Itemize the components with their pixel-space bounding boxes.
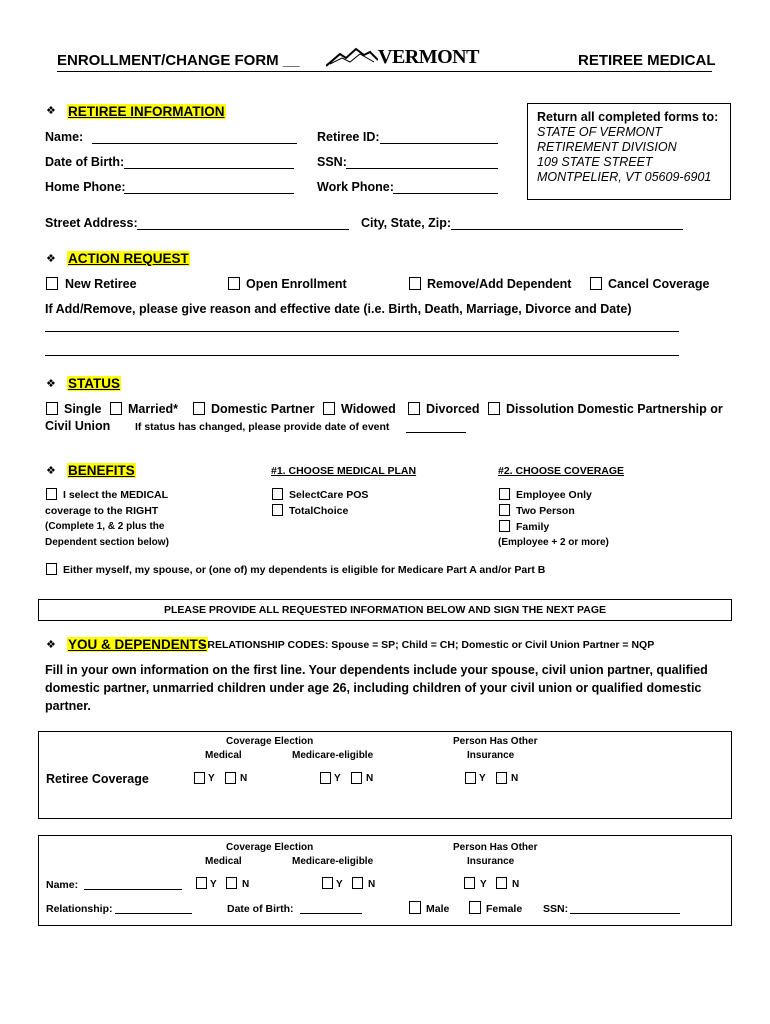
banner-text: PLEASE PROVIDE ALL REQUESTED INFORMATION BELOW AND SIGN THE NEXT PAGE	[164, 604, 606, 616]
ssn-label: SSN:	[317, 155, 347, 169]
employee-only-checkbox[interactable]	[499, 488, 510, 500]
section-heading-action-request	[67, 250, 190, 268]
other-insurance-yes-checkbox[interactable]	[465, 772, 476, 784]
employee-only-label: Employee Only	[516, 489, 592, 501]
dep-other-insurance-yes-label: Y	[480, 879, 487, 890]
coverage-election-header: Coverage Election	[226, 842, 314, 853]
other-insurance-header-1: Person Has Other	[453, 736, 538, 747]
other-insurance-header-2: Insurance	[467, 750, 515, 761]
right-title: RETIREE MEDICAL	[578, 52, 716, 69]
other-insurance-no-label: N	[511, 773, 519, 784]
return-line-3: 109 STATE STREET	[537, 155, 653, 169]
totalchoice-label: TotalChoice	[289, 505, 349, 517]
civil-union-label: Civil Union	[45, 419, 111, 433]
retiree-id-label: Retiree ID:	[317, 130, 380, 144]
medicare-no-label: N	[366, 773, 374, 784]
married-label: Married*	[128, 402, 179, 416]
status-heading-text: STATUS	[68, 376, 120, 391]
coverage-election-header: Coverage Election	[226, 736, 314, 747]
select-medical-line-3: (Complete 1, & 2 plus the	[45, 521, 165, 532]
new-retiree-label: New Retiree	[65, 277, 137, 291]
city-state-zip-field[interactable]	[451, 229, 683, 230]
medicare-no-checkbox[interactable]	[351, 772, 362, 784]
form-title: ENROLLMENT/CHANGE FORM __	[57, 52, 300, 69]
other-insurance-no-checkbox[interactable]	[496, 772, 507, 784]
family-checkbox[interactable]	[499, 520, 510, 532]
dep-other-insurance-yes-checkbox[interactable]	[464, 877, 475, 889]
street-address-field[interactable]	[137, 229, 349, 230]
dep-medicare-no-label: N	[368, 879, 376, 890]
sign-next-page-banner	[38, 599, 732, 621]
dob-label: Date of Birth:	[45, 155, 125, 169]
medicare-eligible-label: Either myself, my spouse, or (one of) my dependents is eligible for Medicare Part A and/or Part B	[63, 564, 546, 576]
medicare-yes-label: Y	[334, 773, 341, 784]
other-insurance-header-2: Insurance	[467, 856, 515, 867]
diamond-bullet-icon: ❖	[46, 465, 56, 477]
return-line-4: MONTPELIER, VT 05609-6901	[537, 170, 712, 184]
two-person-label: Two Person	[516, 505, 575, 517]
female-label: Female	[486, 903, 523, 915]
male-label: Male	[426, 903, 450, 915]
new-retiree-checkbox[interactable]	[46, 277, 58, 290]
dep-medical-yes-label: Y	[210, 879, 217, 890]
section-heading-retiree-info	[67, 103, 226, 121]
medical-yes-label: Y	[208, 773, 215, 784]
select-medical-line-4: Dependent section below)	[45, 537, 169, 548]
reason-instructions: If Add/Remove, please give reason and effective date (i.e. Birth, Death, Marriage, Divorce and Date)	[45, 302, 632, 316]
cancel-coverage-label: Cancel Coverage	[608, 277, 710, 291]
remove-add-dependent-checkbox[interactable]	[409, 277, 421, 290]
retiree-coverage-table	[38, 731, 732, 819]
street-address-label: Street Address:	[45, 216, 138, 230]
domestic-partner-label: Domestic Partner	[211, 402, 315, 416]
medicare-header: Medicare-eligible	[292, 856, 374, 867]
dep-medical-no-checkbox[interactable]	[226, 877, 237, 889]
single-checkbox[interactable]	[46, 402, 58, 415]
dep-other-insurance-no-label: N	[512, 879, 520, 890]
dep-medicare-no-checkbox[interactable]	[352, 877, 363, 889]
vermont-logo-text: VERMONT	[378, 46, 479, 68]
dependent-name-field[interactable]	[84, 889, 182, 890]
dependent-dob-field[interactable]	[300, 913, 362, 914]
section-heading-benefits	[67, 462, 136, 480]
return-address-box	[527, 103, 731, 200]
reason-line-1[interactable]	[45, 331, 679, 332]
open-enrollment-checkbox[interactable]	[228, 277, 240, 290]
male-checkbox[interactable]	[409, 901, 421, 914]
home-phone-field[interactable]	[124, 193, 294, 194]
retiree-info-heading-text: RETIREE INFORMATION	[68, 104, 225, 119]
female-checkbox[interactable]	[469, 901, 481, 914]
medical-header: Medical	[205, 856, 242, 867]
medical-yes-checkbox[interactable]	[194, 772, 205, 784]
section-heading-dependents	[67, 636, 208, 654]
widowed-checkbox[interactable]	[323, 402, 335, 415]
instructions-line-2: domestic partner, unmarried children under age 26, including children of your civil union or qualified domestic	[45, 681, 702, 695]
ssn-field[interactable]	[346, 168, 498, 169]
select-medical-line-2: coverage to the RIGHT	[45, 505, 159, 517]
open-enrollment-label: Open Enrollment	[246, 277, 347, 291]
family-label: Family	[516, 521, 550, 533]
dependent-ssn-field[interactable]	[570, 913, 680, 914]
retiree-coverage-label: Retiree Coverage	[46, 772, 149, 786]
medicare-yes-checkbox[interactable]	[320, 772, 331, 784]
choose-coverage-title: #2. CHOOSE COVERAGE	[498, 465, 625, 477]
domestic-partner-checkbox[interactable]	[193, 402, 205, 415]
return-line-1: STATE OF VERMONT	[537, 125, 663, 139]
dep-medical-no-label: N	[242, 879, 250, 890]
remove-add-dependent-label: Remove/Add Dependent	[427, 277, 572, 291]
divorced-label: Divorced	[426, 402, 480, 416]
divorced-checkbox[interactable]	[408, 402, 420, 415]
section-heading-status	[67, 375, 121, 393]
medical-header: Medical	[205, 750, 242, 761]
selectcare-pos-label: SelectCare POS	[289, 489, 369, 501]
widowed-label: Widowed	[341, 402, 396, 416]
diamond-bullet-icon: ❖	[46, 378, 56, 390]
diamond-bullet-icon: ❖	[46, 253, 56, 265]
home-phone-label: Home Phone:	[45, 180, 126, 194]
instructions-line-3: partner.	[45, 699, 91, 713]
header-underline	[57, 71, 712, 72]
city-state-zip-label: City, State, Zip:	[361, 216, 452, 230]
other-insurance-yes-label: Y	[479, 773, 486, 784]
vermont-logo-mountain-icon	[326, 46, 378, 68]
work-phone-label: Work Phone:	[317, 180, 394, 194]
form-title-text: ENROLLMENT/CHANGE FORM	[57, 52, 279, 69]
instructions-line-1: Fill in your own information on the first line. Your dependents include your spouse, civil union partner, qualified	[45, 663, 708, 677]
dep-medical-yes-checkbox[interactable]	[196, 877, 207, 889]
status-change-note: If status has changed, please provide date of event	[135, 421, 390, 433]
name-field[interactable]	[92, 143, 297, 144]
dependent-ssn-label: SSN:	[543, 903, 569, 915]
medical-no-label: N	[240, 773, 248, 784]
reason-line-2[interactable]	[45, 355, 679, 356]
return-box-heading: Return all completed forms to:	[537, 110, 719, 124]
two-person-checkbox[interactable]	[499, 504, 510, 516]
medical-no-checkbox[interactable]	[225, 772, 236, 784]
selectcare-pos-checkbox[interactable]	[272, 488, 283, 500]
medicare-eligible-checkbox[interactable]	[46, 563, 57, 575]
diamond-bullet-icon: ❖	[46, 639, 56, 651]
retiree-id-field[interactable]	[380, 143, 498, 144]
select-medical-line-1: I select the MEDICAL	[63, 489, 169, 501]
other-insurance-header-1: Person Has Other	[453, 842, 538, 853]
medicare-header: Medicare-eligible	[292, 750, 374, 761]
relationship-field[interactable]	[115, 913, 192, 914]
single-label: Single	[64, 402, 102, 416]
married-checkbox[interactable]	[110, 402, 122, 415]
dependents-heading-text: YOU & DEPENDENTS	[68, 637, 207, 652]
cancel-coverage-checkbox[interactable]	[590, 277, 602, 290]
diamond-bullet-icon: ❖	[46, 105, 56, 117]
select-medical-checkbox[interactable]	[46, 488, 57, 500]
relationship-codes: - RELATIONSHIP CODES: Spouse = SP; Child = CH; Domestic or Civil Union Partner = NQP	[201, 639, 655, 651]
dissolution-checkbox[interactable]	[488, 402, 500, 415]
dependent-dob-label: Date of Birth:	[227, 903, 294, 915]
dissolution-label: Dissolution Domestic Partnership or	[506, 402, 723, 416]
return-line-2: RETIREMENT DIVISION	[537, 140, 677, 154]
relationship-label: Relationship:	[46, 903, 113, 915]
family-note: (Employee + 2 or more)	[498, 537, 609, 548]
dependent-table	[38, 835, 732, 926]
choose-medical-plan-title: #1. CHOOSE MEDICAL PLAN	[271, 465, 417, 477]
dependent-name-label: Name:	[46, 879, 79, 891]
dep-medicare-yes-checkbox[interactable]	[322, 877, 333, 889]
work-phone-field[interactable]	[393, 193, 498, 194]
totalchoice-checkbox[interactable]	[272, 504, 283, 516]
action-request-heading-text: ACTION REQUEST	[68, 251, 189, 266]
status-change-date-field[interactable]	[406, 432, 466, 433]
dep-other-insurance-no-checkbox[interactable]	[496, 877, 507, 889]
dep-medicare-yes-label: Y	[336, 879, 343, 890]
name-label: Name:	[45, 130, 84, 144]
dob-field[interactable]	[124, 168, 294, 169]
benefits-heading-text: BENEFITS	[68, 463, 135, 478]
